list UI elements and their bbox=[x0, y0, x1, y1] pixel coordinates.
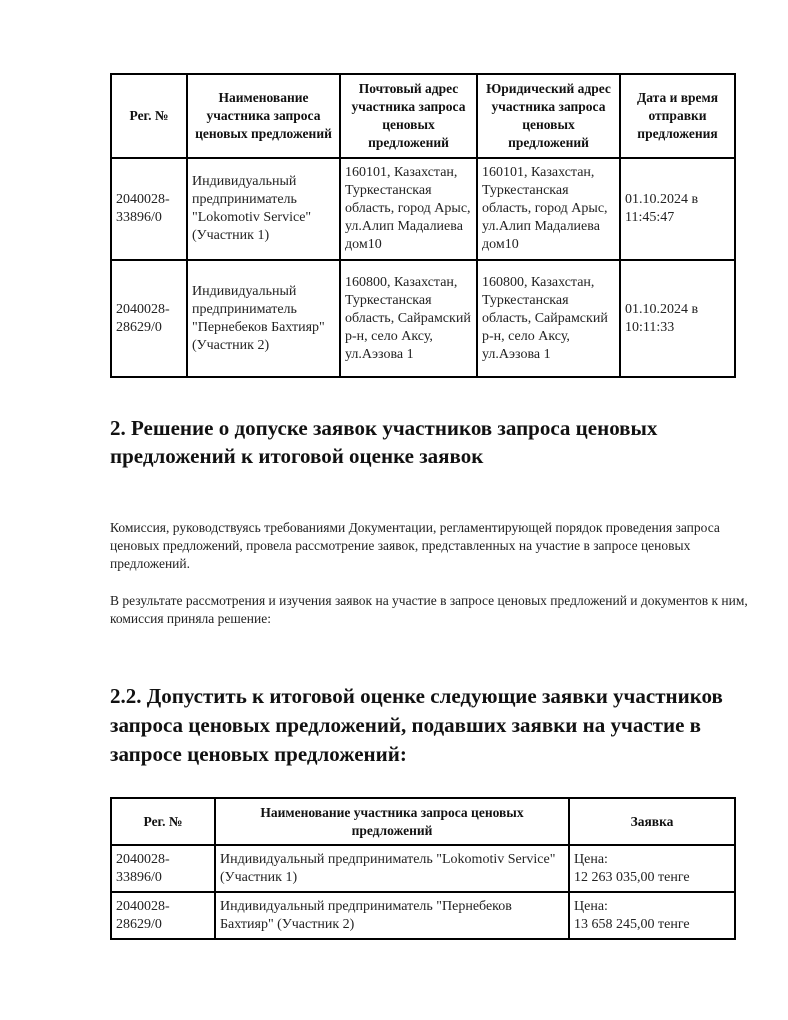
cell-reg-no: 2040028-28629/0 bbox=[111, 260, 187, 377]
table-row bbox=[111, 260, 735, 377]
cell-participant-name: Индивидуальный предприниматель "Пернебеков Бахтияр" (Участник 2) bbox=[187, 260, 340, 377]
cell-bid bbox=[569, 845, 735, 892]
section-2-2-heading: 2.2. Допустить к итоговой оценке следующие заявки участников запроса ценовых предложений, подавших заявки на участие в запросе ценовых предложений: bbox=[110, 684, 723, 766]
cell-submission-datetime: 01.10.2024 в 10:11:33 bbox=[620, 260, 735, 377]
header-submission-datetime: Дата и время отправки предложения bbox=[620, 74, 735, 158]
section-2-heading: 2. Решение о допуске заявок участников запроса ценовых предложений к итоговой оценке заявок bbox=[110, 416, 658, 468]
cell-legal-address: 160800, Казахстан, Туркестанская область, Сайрамский р-н, село Аксу, ул.Аэзова 1 bbox=[477, 260, 620, 377]
bid-price: 13 658 245,00 тенге bbox=[574, 916, 690, 932]
cell-reg-no: 2040028-33896/0 bbox=[111, 158, 187, 260]
table-row bbox=[111, 892, 735, 939]
bid-price: 12 263 035,00 тенге bbox=[574, 869, 690, 885]
table-row bbox=[111, 158, 735, 260]
header-reg-no: Рег. № bbox=[111, 74, 187, 158]
cell-reg-no: 2040028-28629/0 bbox=[111, 892, 215, 939]
section-2-paragraph-1: Комиссия, руководствуясь требованиями Документации, регламентирующей порядок проведения запроса ценовых предложений, провела рассмотрение заявок, представленных на участие в запросе ценовых предложений. bbox=[110, 520, 720, 571]
cell-legal-address: 160101, Казахстан, Туркестанская область, город Арыс, ул.Алип Мадалиева дом10 bbox=[477, 158, 620, 260]
header-participant-name: Наименование участника запроса ценовых предложений bbox=[187, 74, 340, 158]
cell-participant-name: Индивидуальный предприниматель "Lokomotiv Service" (Участник 1) bbox=[215, 845, 569, 892]
table-row bbox=[111, 845, 735, 892]
header-reg-no: Рег. № bbox=[111, 798, 215, 845]
cell-postal-address: 160800, Казахстан, Туркестанская область, Сайрамский р-н, село Аксу, ул.Аэзова 1 bbox=[340, 260, 477, 377]
bid-label: Цена: bbox=[574, 898, 608, 914]
section-2-paragraph-2: В результате рассмотрения и изучения заявок на участие в запросе ценовых предложений и документов к ним, комиссия приняла решение: bbox=[110, 593, 748, 626]
bid-label: Цена: bbox=[574, 851, 608, 867]
cell-reg-no: 2040028-33896/0 bbox=[111, 845, 215, 892]
cell-bid bbox=[569, 892, 735, 939]
cell-participant-name: Индивидуальный предприниматель "Lokomotiv Service" (Участник 1) bbox=[187, 158, 340, 260]
cell-submission-datetime: 01.10.2024 в 11:45:47 bbox=[620, 158, 735, 260]
table-header-row bbox=[111, 798, 735, 845]
header-legal-address: Юридический адрес участника запроса ценовых предложений bbox=[477, 74, 620, 158]
cell-participant-name: Индивидуальный предприниматель "Пернебеков Бахтияр" (Участник 2) bbox=[215, 892, 569, 939]
admitted-bids-table bbox=[110, 797, 736, 940]
table-header-row bbox=[111, 74, 735, 158]
header-bid: Заявка bbox=[569, 798, 735, 845]
participants-table bbox=[110, 73, 736, 378]
cell-postal-address: 160101, Казахстан, Туркестанская область, город Арыс, ул.Алип Мадалиева дом10 bbox=[340, 158, 477, 260]
header-participant-name: Наименование участника запроса ценовых предложений bbox=[215, 798, 569, 845]
header-postal-address: Почтовый адрес участника запроса ценовых предложений bbox=[340, 74, 477, 158]
